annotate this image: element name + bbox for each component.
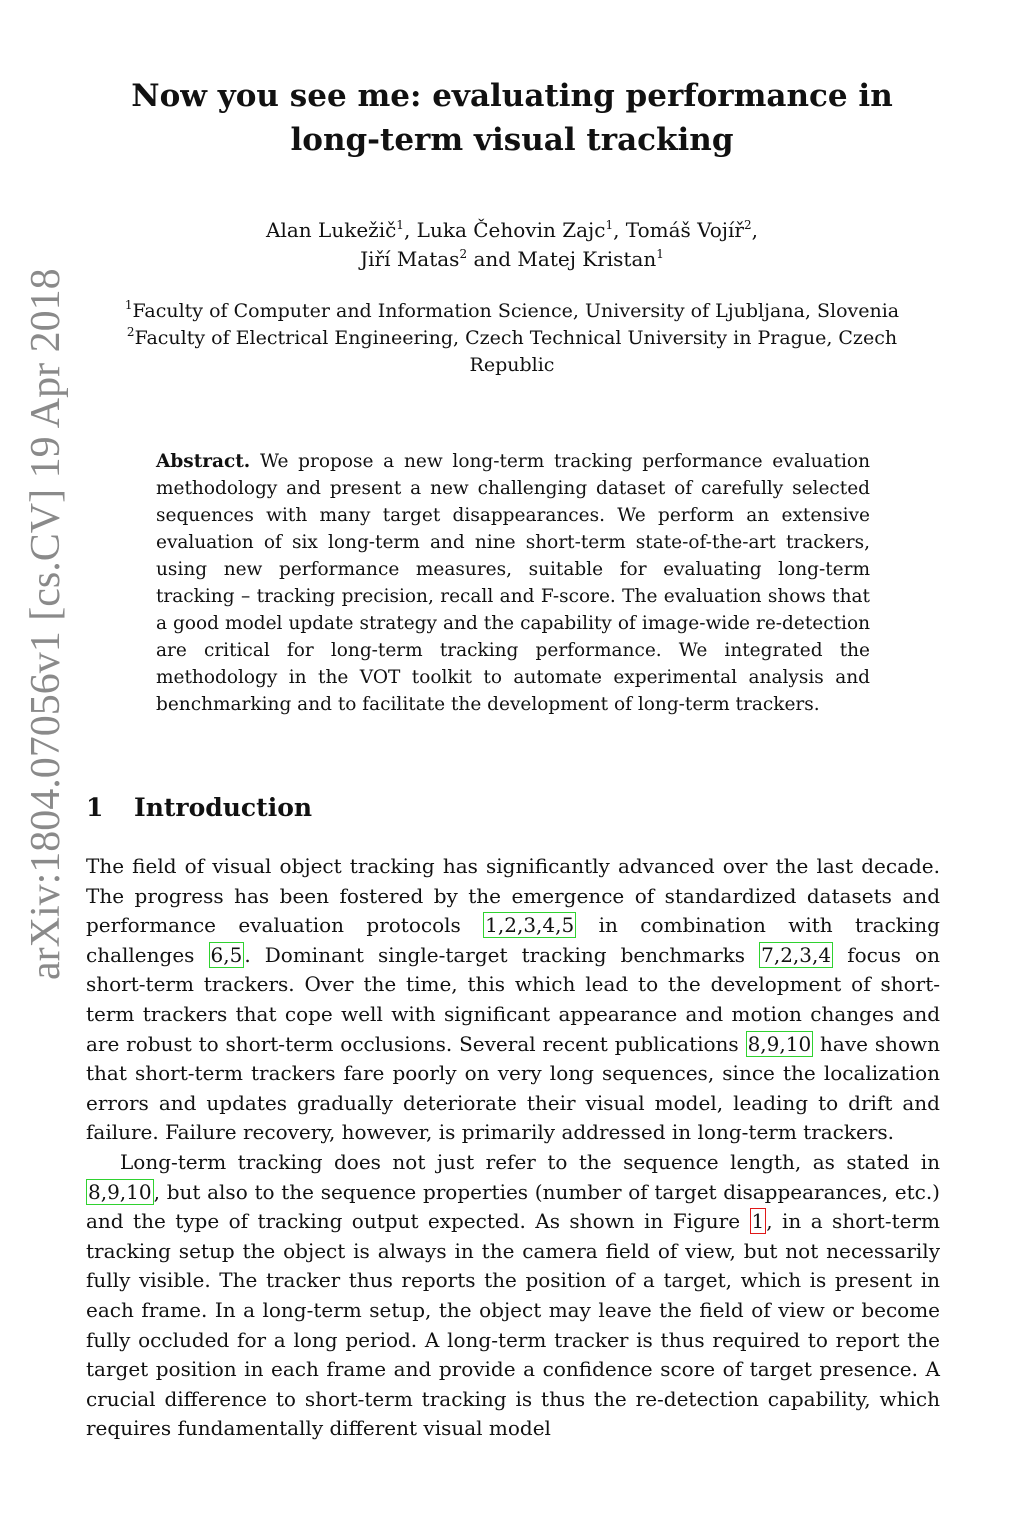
affiliation-marker: 1: [124, 298, 133, 312]
affiliation-1: [98, 298, 926, 325]
paragraph-text: . Dominant single-target tracking benchmarks: [244, 942, 760, 967]
abstract-label: Abstract.: [156, 451, 251, 472]
citation-link[interactable]: 8,9,10: [747, 1031, 812, 1056]
affiliation-marker: 2: [126, 325, 135, 339]
author-list: Alan Lukežič$^1$, Luka Čehovin Zajc$^1$, Tomáš Vojíř$^2$, Jiří Matas$^2$ and Matej Kristan$^1$: [266, 218, 758, 271]
paragraph: [86, 852, 940, 1148]
section-heading: [86, 788, 946, 828]
citation-link[interactable]: 1,2,3,4,5: [485, 913, 575, 938]
section-title: Introduction: [134, 793, 313, 822]
author-conjunction: and: [473, 247, 512, 271]
citation-link[interactable]: 6,5: [210, 942, 243, 967]
citation-link[interactable]: 8,9,10: [88, 1179, 152, 1204]
affiliation-marker: 1: [605, 218, 614, 232]
paragraph-text: , but also to the sequence properties (number of target disappearances, etc.) and the type of tracking output expected. As shown in Figure: [86, 1179, 940, 1234]
author-name: Tomáš Vojíř: [625, 218, 744, 242]
affiliation-2: [98, 325, 926, 379]
paragraph-text: have shown that short-term trackers fare poorly on very long sequences, since the localization errors and updates gradually deteriorate their visual model, leading to drift and failure. Failure recovery, however, is primarily addressed in long-term trackers.: [86, 1031, 941, 1145]
affiliation-text: Faculty of Computer and Information Science, University of Ljubljana, Slovenia: [132, 300, 900, 322]
affiliation-marker: 2: [743, 218, 752, 232]
arxiv-identifier: arXiv:1804.07056v1 [cs.CV] 19 Apr 2018: [23, 268, 69, 980]
figure-reference-link[interactable]: 1: [751, 1209, 765, 1234]
paragraph-text: , in a short-term tracking setup the object is always in the camera field of view, but not necessarily fully visible. The tracker thus reports the position of a target, which is present in each frame. In a long-term setup, the object may leave the field of view or become fully occluded for a long period. A long-term tracker is thus required to report the target position in each frame and provide a confidence score of target presence. A crucial difference to short-term tracking is thus the re-detection capability, which requires fundamentally different visual model: [86, 1209, 940, 1441]
author-name: Matej Kristan: [517, 247, 657, 271]
affiliation-marker: 1: [656, 247, 664, 261]
paragraph: [86, 1148, 940, 1444]
paragraph-text: in combination with tracking challenges: [86, 913, 940, 967]
author-name: Jiří Matas: [360, 247, 460, 271]
affiliation-text: Faculty of Electrical Engineering, Czech Technical University in Prague, Czech Republic: [134, 327, 898, 376]
paragraph-text: Long-term tracking does not just refer to the sequence length, as stated in: [120, 1149, 940, 1174]
body-text: [86, 852, 940, 1444]
paper-title: Now you see me: evaluating performance in long-term visual tracking: [131, 78, 893, 158]
paragraph-text: focus on short-term trackers. Over the time, this which lead to the development of short-term trackers that cope well with significant appearance and motion changes and are robust to short-term occlusions. Several recent publications: [86, 942, 940, 1056]
affiliation-marker: 2: [459, 247, 468, 261]
author-name: Luka Čehovin Zajc: [416, 218, 606, 242]
section-number: 1: [86, 793, 104, 822]
author-name: Alan Lukežič: [266, 218, 397, 242]
paragraph-text: The field of visual object tracking has significantly advanced over the last decade. The progress has been fostered by the emergence of standardized datasets and performance evaluation protocols: [86, 854, 940, 938]
abstract-text: We propose a new long-term tracking performance evaluation methodology and present a new challenging dataset of carefully selected sequences with many target disappearances. We perform an extensive evaluation of six long-term and nine short-term state-of-the-art trackers, using new performance measures, suitable for evaluating long-term tracking – tracking precision, recall and F-score. The evaluation shows that a good model update strategy and the capability of image-wide re-detection are critical for long-term tracking performance. We integrated the methodology in the VOT toolkit to automate experimental analysis and benchmarking and to facilitate the development of long-term trackers.: [156, 451, 870, 715]
affiliations: [98, 298, 926, 379]
citation-link[interactable]: 7,2,3,4: [761, 942, 832, 967]
abstract: [156, 448, 870, 718]
affiliation-marker: 1: [396, 218, 404, 232]
